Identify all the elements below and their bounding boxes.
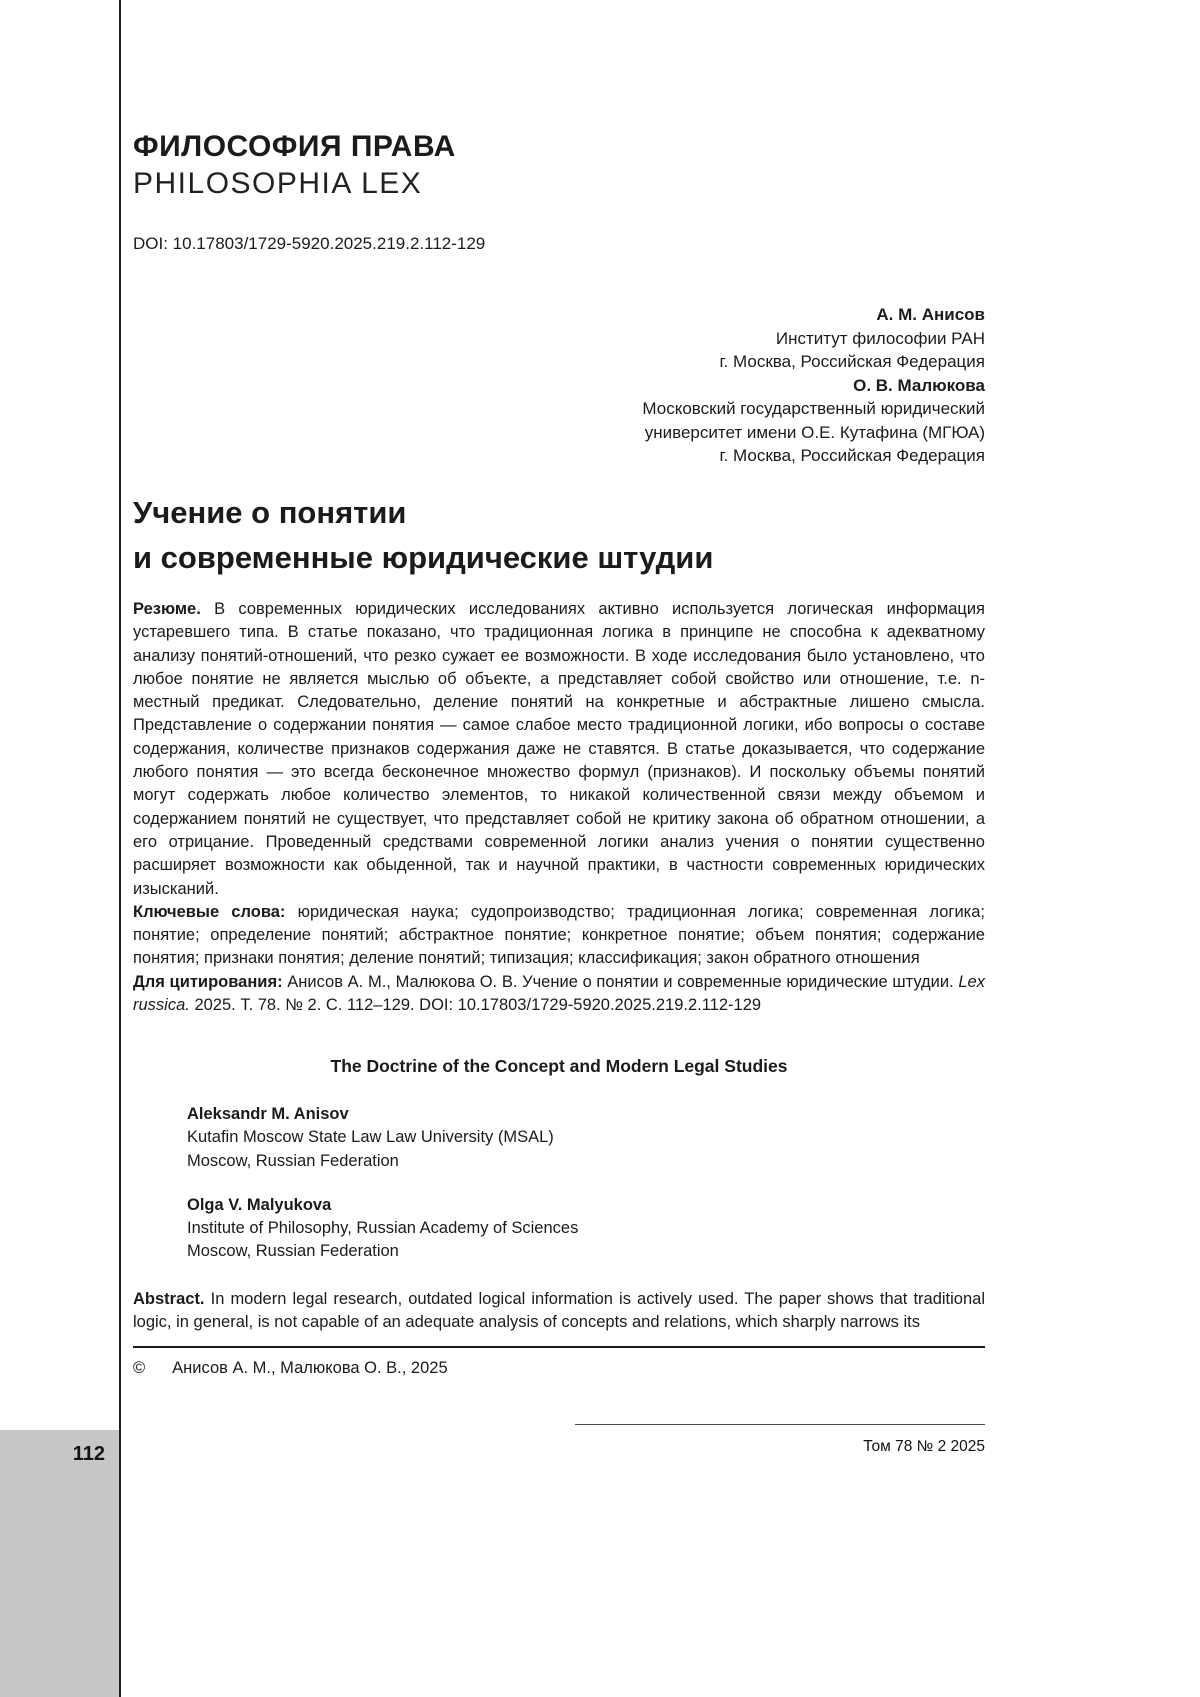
author-en-group-malyukova: [187, 1194, 985, 1264]
article-title-ru: [133, 490, 985, 580]
author-en-affiliation-anisov: Kutafin Moscow State Law Law University (MSAL): [187, 1128, 554, 1147]
author-en-name-malyukova: Olga V. Malyukova: [187, 1195, 332, 1214]
abstract-ru-text: В современных юридических исследованиях активно используется логическая информация устаревшего типа. В статье показано, что традиционная логика в принципе не способна к адекватному анализу понятий-отношений, что резко сужает ее возможности. В ходе исследования было установлено, что любое понятие не является мыслью об объекте, а представляет собой свойство или отношение, т.е. n-местный предикат. Следовательно, деление понятий на конкретные и абстрактные лишено смысла. Представление о содержании понятия — самое слабое место традиционной логики, ибо вопросы о составе содержания, количестве признаков содержания даже не ставятся. В статье доказывается, что содержание любого понятия — это всегда бесконечное множество формул (признаков). И поскольку объемы понятий могут содержать любое количество элементов, то никакой количественной связи между объемом и содержанием понятий не существует, что представляет собой не критику закона об обратном отношении, а его отрицание. Проведенный средствами современной логики анализ учения о понятии существенно расширяет возможности как обыденной, так и научной практики, в частности современных юридических изысканий.: [133, 600, 985, 898]
citation-label: Для цитирования:: [133, 972, 283, 991]
citation-journal-italic: Lex russica.: [133, 972, 985, 1015]
author-en-city-malyukova: Moscow, Russian Federation: [187, 1242, 399, 1261]
authors-block-ru: [133, 303, 985, 468]
authors-block-en: [133, 1103, 985, 1264]
author-ru-affiliation-anisov: Институт философии РАН: [775, 328, 985, 348]
author-ru-affiliation-malyukova-line2: университет имени О.Е. Кутафина (МГЮА): [644, 422, 985, 442]
abstract-block-ru: [133, 598, 985, 1017]
copyright-block: [133, 1346, 985, 1378]
author-ru-city-anisov: г. Москва, Российская Федерация: [719, 352, 985, 371]
abstract-en-text: In modern legal research, outdated logical information is actively used. The paper shows that traditional logic, in general, is not capable of an adequate analysis of concepts and relations, which sharply narrows its: [133, 1290, 985, 1332]
article-title-line2: и современные юридические штудии: [133, 540, 714, 575]
citation-tail: 2025. Т. 78. № 2. С. 112–129. DOI: 10.17803/1729-5920.2025.219.2.112-129: [194, 996, 762, 1015]
citation-ru: [133, 971, 985, 1018]
doi-line: DOI: 10.17803/1729-5920.2025.219.2.112-129: [133, 234, 486, 253]
author-ru-name-malyukova: О. В. Малюкова: [853, 375, 985, 395]
journal-title-ru: ФИЛОСОФИЯ ПРАВА: [133, 130, 456, 163]
left-margin-rule: [119, 0, 121, 1697]
author-ru-affiliation-malyukova-line1: Московский государственный юридический: [642, 399, 985, 418]
keywords-text: юридическая наука; судопроизводство; традиционная логика; современная логика; понятие; определение понятий; абстрактное понятие; конкретное понятие; объем понятия; содержание понятия; признаки понятия; деление понятий; типизация; классификация; закон обратного отношения: [133, 902, 986, 968]
page-number-box: [0, 1430, 119, 1697]
copyright-symbol: ©: [133, 1359, 146, 1377]
abstract-ru: [133, 598, 985, 901]
article-title-en-block: [133, 1056, 985, 1077]
copyright-row: [133, 1359, 985, 1378]
volume-info: Том 78 № 2 2025: [863, 1438, 985, 1455]
article-title-block: [133, 490, 985, 580]
abstract-block-en: [133, 1288, 985, 1335]
citation-text: Анисов А. М., Малюкова О. В. Учение о понятии и современные юридические штудии.: [287, 972, 954, 991]
abstract-en: [133, 1288, 985, 1335]
author-en-name-anisov: Aleksandr M. Anisov: [187, 1105, 349, 1123]
author-en-city-anisov: Moscow, Russian Federation: [187, 1151, 399, 1170]
page-number: 112: [72, 1443, 105, 1465]
article-title-en: The Doctrine of the Concept and Modern Legal Studies: [330, 1056, 788, 1076]
author-en-affiliation-malyukova: Institute of Philosophy, Russian Academy of Sciences: [187, 1219, 579, 1238]
author-ru-name-anisov: А. М. Анисов: [876, 305, 985, 324]
copyright-text: Анисов А. М., Малюкова О. В., 2025: [172, 1359, 448, 1377]
footer-rule: [575, 1424, 985, 1425]
abstract-en-label: Abstract.: [133, 1290, 205, 1308]
keywords-label: Ключевые слова:: [133, 902, 286, 921]
journal-title-latin: PHILOSOPHIA LEX: [133, 167, 423, 200]
abstract-ru-label: Резюме.: [133, 600, 201, 618]
author-ru-city-malyukova: г. Москва, Российская Федерация: [719, 446, 985, 465]
article-title-line1: Учение о понятии: [133, 495, 407, 530]
author-en-group-anisov: [187, 1103, 985, 1173]
journal-header: [133, 128, 985, 202]
keywords-ru: [133, 901, 985, 971]
